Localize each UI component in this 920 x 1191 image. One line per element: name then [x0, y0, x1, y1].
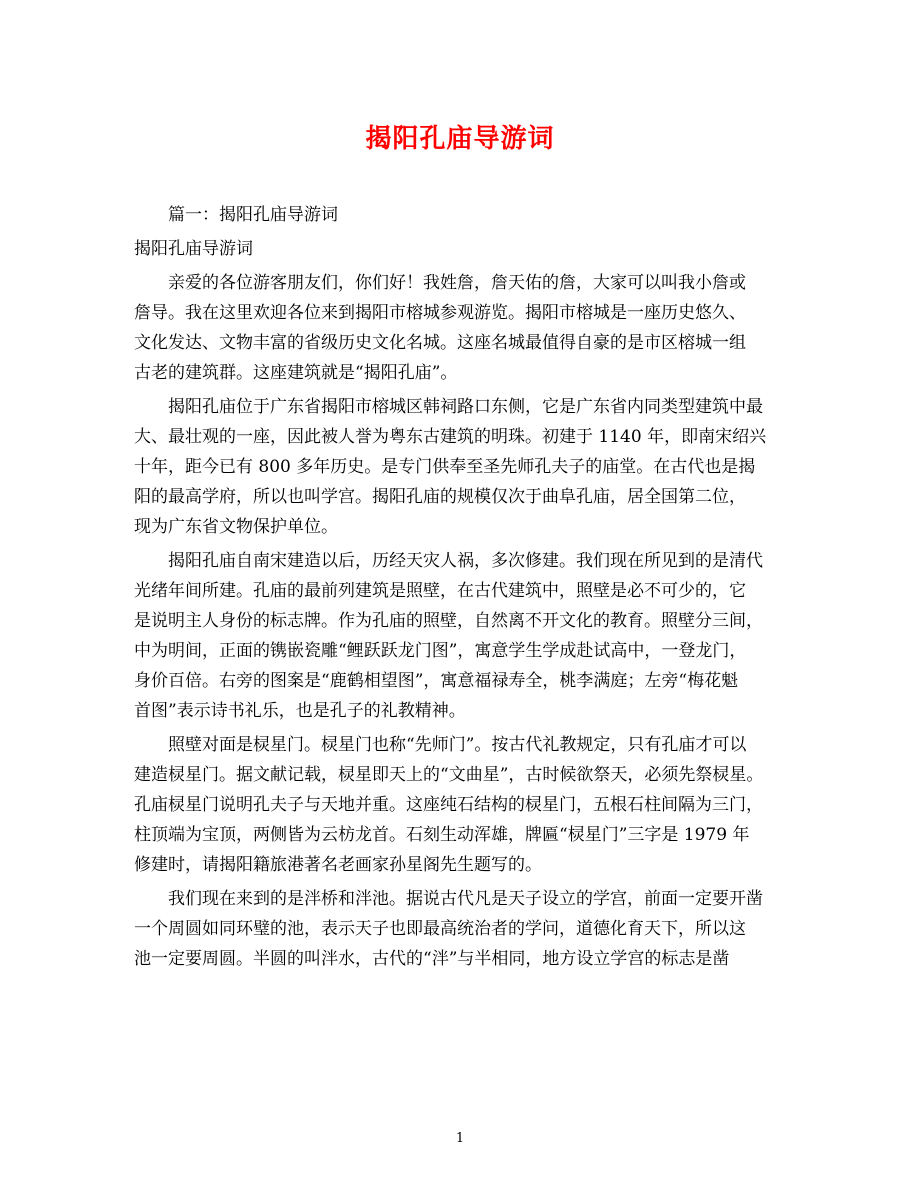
- paragraph: [134, 392, 790, 542]
- paragraph-line: 揭阳孔庙自南宋建造以后，历经天灾人祸，多次修建。我们现在所见到的是清代: [168, 551, 763, 571]
- paragraph: [134, 546, 790, 726]
- paragraph: [134, 884, 790, 974]
- page-number: 1: [455, 1131, 465, 1146]
- paragraph-line: 我们现在来到的是泮桥和泮池。据说古代凡是天子设立的学宫，前面一定要开凿: [168, 889, 763, 909]
- paragraph-line: 修建时，请揭阳籍旅港著名老画家孙星阁先生题写的。: [134, 855, 542, 875]
- paragraph-line: 柱顶端为宝顶，两侧皆为云枋龙首。石刻生动浑雄，牌匾“棂星门”三字是 1979 年: [134, 825, 750, 845]
- paragraph-line: 首图”表示诗书礼乐，也是孔子的礼教精神。: [134, 701, 466, 721]
- paragraph-line: 文化发达、文物丰富的省级历史文化名城。这座名城最值得自豪的是市区榕城一组: [134, 333, 746, 353]
- document-body: [134, 200, 790, 974]
- section-heading: 篇一：揭阳孔庙导游词: [168, 205, 338, 225]
- paragraph-line: 揭阳孔庙位于广东省揭阳市榕城区韩祠路口东侧，它是广东省内同类型建筑中最: [168, 397, 763, 417]
- paragraph-line: 中为明间，正面的镌嵌瓷雕“鲤跃跃龙门图”，寓意学生学成赴试高中，一登龙门，: [134, 641, 747, 661]
- document-title: 揭阳孔庙导游词: [365, 124, 555, 154]
- paragraph: [134, 268, 790, 388]
- paragraph-line: 亲爱的各位游客朋友们，你们好！我姓詹，詹天佑的詹，大家可以叫我小詹或: [168, 273, 746, 293]
- subtitle: 揭阳孔庙导游词: [134, 239, 253, 259]
- paragraph-line: 十年，距今已有 800 多年历史。是专门供奉至圣先师孔夫子的庙堂。在古代也是揭: [134, 457, 756, 477]
- paragraph-line: 光绪年间所建。孔庙的最前列建筑是照壁，在古代建筑中，照壁是必不可少的，它: [134, 581, 746, 601]
- paragraph-line: 现为广东省文物保护单位。: [134, 517, 338, 537]
- paragraph-line: 大、最壮观的一座，因此被人誉为粤东古建筑的明珠。初建于 1140 年，即南宋绍兴: [134, 427, 767, 447]
- paragraph-line: 詹导。我在这里欢迎各位来到揭阳市榕城参观游览。揭阳市榕城是一座历史悠久、: [134, 303, 746, 323]
- paragraph-line: 是说明主人身份的标志牌。作为孔庙的照壁，自然离不开文化的教育。照壁分三间，: [134, 611, 763, 631]
- paragraph-line: 照壁对面是棂星门。棂星门也称“先师门”。按古代礼教规定，只有孔庙才可以: [168, 735, 747, 755]
- paragraph-line: 身价百倍。右旁的图案是“鹿鹤相望图”，寓意福禄寿全，桃李满庭；左旁“梅花魁: [134, 671, 739, 691]
- paragraph-line: 阳的最高学府，所以也叫学宫。揭阳孔庙的规模仅次于曲阜孔庙，居全国第二位，: [134, 487, 746, 507]
- paragraph-line: 建造棂星门。据文献记载，棂星即天上的“文曲星”，古时候欲祭天，必须先祭棂星。: [134, 765, 764, 785]
- paragraph: [134, 730, 790, 880]
- paragraph-line: 一个周圆如同环璧的池，表示天子也即最高统治者的学问，道德化育天下，所以这: [134, 919, 746, 939]
- paragraph-line: 孔庙棂星门说明孔夫子与天地并重。这座纯石结构的棂星门，五根石柱间隔为三门，: [134, 795, 763, 815]
- paragraph-line: 池一定要周圆。半圆的叫泮水，古代的“泮”与半相同，地方设立学宫的标志是凿: [134, 949, 730, 969]
- paragraph-line: 古老的建筑群。这座建筑就是“揭阳孔庙”。: [134, 363, 458, 383]
